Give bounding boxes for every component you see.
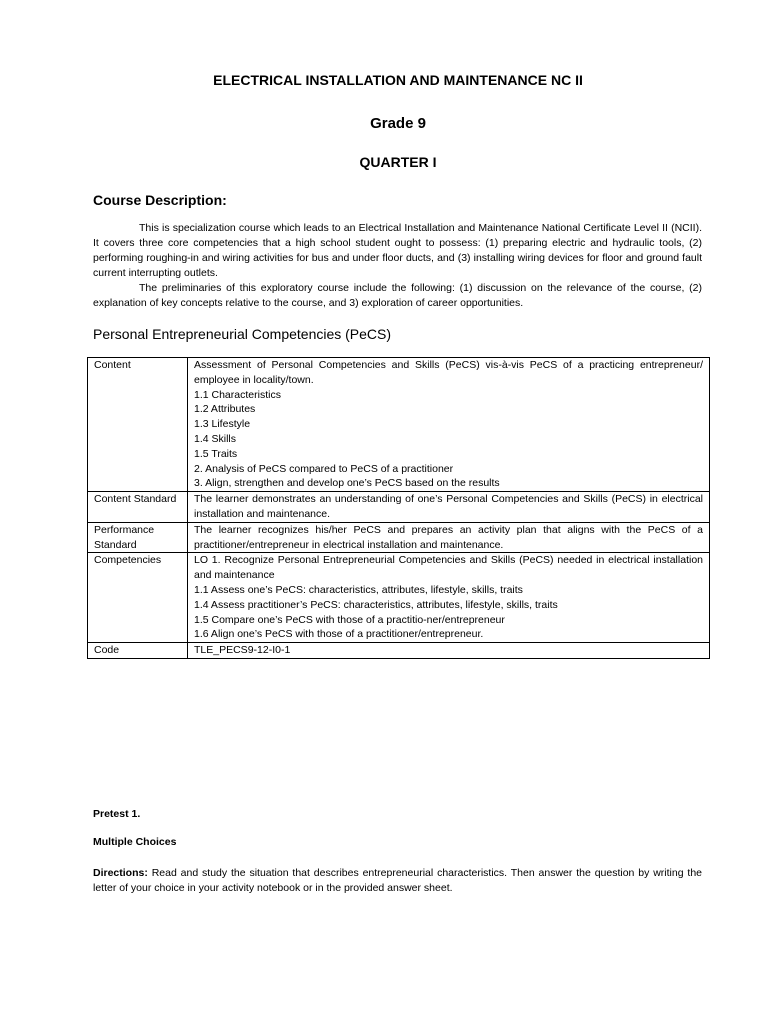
pecs-heading: Personal Entrepreneurial Competencies (PeCS) (93, 326, 392, 342)
course-description-paragraph-1: This is specialization course which leads to an Electrical Installation and Maintenance National Certificate Level II (NCII). It covers three core competencies that a high school student ought to possess: (1) preparing electric and hydraulic tools, (2) performing roughing-in and wiring activities for bus and under floor ducts, and (3) installing wiring devices for floor and ground fault current interrupting outlets. (93, 222, 702, 279)
content-line: 1.5 Traits (194, 447, 238, 460)
grade-heading: Grade 9 (370, 115, 426, 132)
content-line: 1.4 Assess practitioner’s PeCS: characteristics, attributes, lifestyle, skills, traits (194, 598, 558, 611)
table-row (88, 358, 710, 492)
content-line: 1.2 Attributes (194, 403, 256, 416)
row-content (188, 492, 710, 523)
content-line: 1.4 Skills (194, 432, 237, 445)
content-line: 1.6 Align one’s PeCS with those of a practitioner/entrepreneur. (194, 628, 484, 641)
content-line: LO 1. Recognize Personal Entrepreneurial Competencies and Skills (PeCS) needed in electrical installation and maintenance (194, 554, 703, 582)
document-title: ELECTRICAL INSTALLATION AND MAINTENANCE NC II (213, 72, 583, 88)
table-row (88, 643, 710, 659)
pretest-title: Pretest 1. (93, 808, 141, 820)
content-line: 1.1 Assess one’s PeCS: characteristics, attributes, lifestyle, skills, traits (194, 583, 523, 596)
table-row (88, 553, 710, 643)
row-content (188, 358, 710, 492)
content-line: TLE_PECS9-12-I0-1 (194, 644, 291, 657)
content-line: The learner demonstrates an understanding of one’s Personal Competencies and Skills (PeCS) in electrical installation and maintenance. (194, 493, 703, 520)
quarter-heading: QUARTER I (359, 154, 437, 170)
table-row (88, 492, 710, 523)
row-content (188, 522, 710, 553)
directions-label: Directions: (93, 867, 148, 879)
content-line: The learner recognizes his/her PeCS and prepares an activity plan that aligns with the PeCS of a practitioner/entrepreneur in electrical installation and maintenance. (194, 523, 703, 551)
pretest-type: Multiple Choices (93, 836, 177, 848)
content-line: 1.5 Compare one’s PeCS with those of a practitio-ner/entrepreneur (194, 613, 505, 626)
row-content (188, 643, 710, 659)
table-row (88, 522, 710, 553)
content-line: Assessment of Personal Competencies and Skills (PeCS) vis-à-vis PeCS of a practicing entrepreneur/ employee in locality/town. (194, 359, 703, 386)
row-label: Competencies (88, 553, 188, 643)
pretest-directions (93, 866, 702, 896)
content-line: 2. Analysis of PeCS compared to PeCS of a practitioner (194, 462, 454, 475)
course-description-heading: Course Description: (93, 192, 227, 208)
row-content (188, 553, 710, 643)
course-description-paragraph-2: The preliminaries of this exploratory course include the following: (1) discussion on the relevance of the course, (2) explanation of key concepts relative to the course, and 3) exploration of career opportunities. (93, 282, 702, 309)
directions-text: Read and study the situation that describes entrepreneurial characteristics. Then answer the question by writing the letter of your choice in your activity notebook or in the provided answer sheet. (93, 867, 702, 894)
row-label: Code (88, 643, 188, 659)
row-label: Content (88, 358, 188, 492)
row-label: Content Standard (88, 492, 188, 523)
content-line: 1.1 Characteristics (194, 388, 281, 401)
content-line: 3. Align, strengthen and develop one’s PeCS based on the results (194, 477, 500, 490)
pecs-table (87, 357, 710, 659)
row-label: Performance Standard (88, 522, 188, 553)
content-line: 1.3 Lifestyle (194, 418, 251, 431)
